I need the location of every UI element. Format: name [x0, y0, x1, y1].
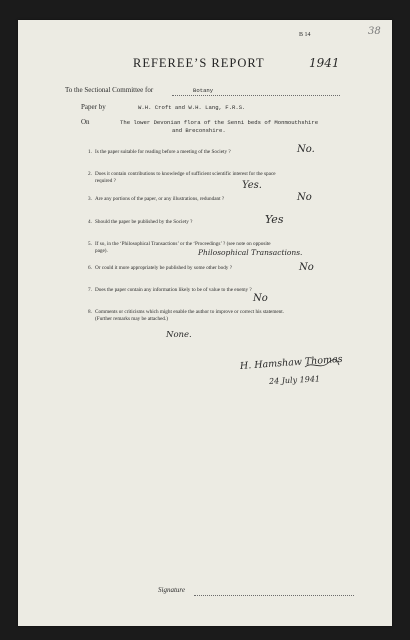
question-5-number: 5.: [88, 241, 92, 247]
page-reference: B 14: [299, 32, 311, 38]
question-5-text-line-1: If so, in the ‘Philosophical Transactions’ or the ‘Proceedings’ ? (see note on opposite: [95, 241, 271, 247]
question-1-number: 1.: [88, 149, 92, 155]
question-2-text-line-1: Does it contain contributions to knowledge of sufficient scientific interest for the space: [95, 171, 276, 177]
question-8-number: 8.: [88, 309, 92, 315]
answer-2: Yes.: [242, 180, 262, 191]
question-6-text: Or could it more appropriately be published by some other body ?: [95, 265, 233, 271]
signature-label: Signature: [158, 586, 185, 594]
question-8-text-line-1: Comments or criticisms which might enable the author to improve or correct his statement.: [95, 309, 285, 315]
report-form-sheet: [18, 20, 392, 626]
question-7-number: 7.: [88, 287, 92, 293]
question-4-number: 4.: [88, 219, 92, 225]
answer-6: No: [299, 262, 314, 273]
form-title: REFEREE’S REPORT: [133, 56, 265, 70]
paper-title-line-1: The lower Devonian flora of the Senni beds of Monmouthshire: [120, 119, 319, 126]
committee-value: Botany: [193, 87, 214, 94]
question-3-text: Are any portions of the paper, or any illustrations, redundant ?: [95, 196, 225, 202]
referee-signature: H. Hamshaw Thomas: [239, 353, 343, 372]
authors-value: W.H. Croft and W.H. Lang, F.R.S.: [138, 104, 246, 111]
committee-label: To the Sectional Committee for: [65, 86, 154, 94]
answer-1: No.: [297, 144, 315, 155]
answer-8: None.: [166, 330, 192, 340]
question-7-text: Does the paper contain any information likely to be of value to the enemy ?: [95, 287, 252, 293]
signature-field: [194, 594, 354, 596]
question-8-text-line-2: (Further remarks may be attached.): [95, 316, 169, 322]
question-5-text-line-2: page).: [95, 248, 108, 254]
paper-by-label: Paper by: [81, 103, 106, 111]
on-label: On: [81, 118, 90, 126]
committee-field: [172, 94, 340, 96]
answer-4: Yes: [265, 213, 284, 226]
answer-7: No: [253, 293, 268, 304]
question-1-text: Is the paper suitable for reading before a meeting of the Society ?: [95, 149, 231, 155]
paper-title-line-2: and Breconshire.: [172, 127, 226, 134]
question-2-number: 2.: [88, 171, 92, 177]
signature-flourish: [304, 358, 340, 372]
year-annotation: 1941: [309, 56, 340, 70]
question-3-number: 3.: [88, 196, 92, 202]
question-6-number: 6.: [88, 265, 92, 271]
corner-number-annotation: 38: [368, 26, 381, 37]
question-4-text: Should the paper be published by the Society ?: [95, 219, 193, 225]
signed-date: 24 July 1941: [268, 374, 321, 386]
question-2-text-line-2: required ?: [95, 178, 116, 184]
answer-3: No: [297, 192, 312, 203]
answer-5: Philosophical Transactions.: [198, 248, 303, 257]
